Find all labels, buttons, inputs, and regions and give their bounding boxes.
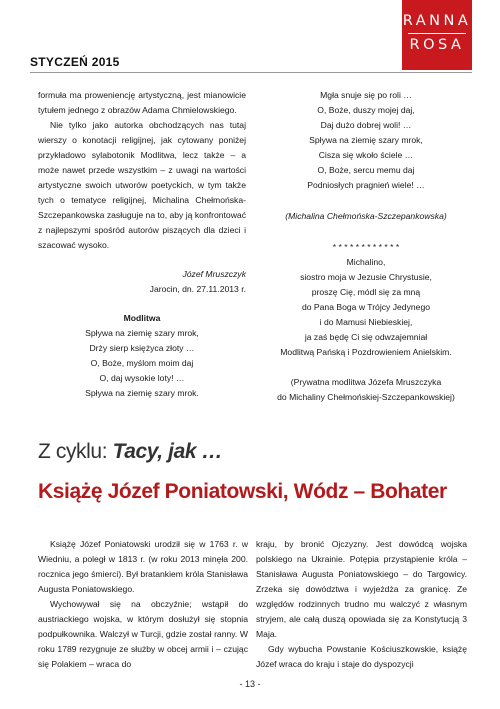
dedication-line: Modlitwą Pańską i Pozdrowieniem Anielskim. [280,347,452,357]
article-paragraph-2: Wychowywał się na obczyźnie; wstąpił do austriackiego wojska, w którym dosłużył się stopnia podpułkownika. Walczył w Turcji, gdzie został ranny. W roku 1789 rezygnuje ze służby w obcej armii i – czując się Polakiem – wraca do [38,599,248,669]
poem-stanza-1 [38,326,246,401]
dedication-note-line: do Michaliny Chełmońskiej-Szczepankowskiej) [277,392,455,402]
poem-line: Daj dużo dobrej woli! … [320,120,412,130]
intro-paragraph-2: Nie tylko jako autorka obchodzących nas tutaj wierszy o konotacji religijnej, jak cytowany poniżej przykładowo sylabotonik Modlitwa, lecz także – a może nawet przede wszystkim – z uwagi na wartości artystyczne swoich utworów poetyckich, w tym także tych o tematyce religijnej, Michalina Chełmońska-Szczepankowska zasługuje na to, aby ją konfrontować z najlepszymi spośród autorów piszących dla dzieci i szacować wysoko. [38,120,246,250]
poem-line: Mgła snuje się po roli … [320,90,412,100]
cycle-name: Tacy, jak … [112,440,223,463]
issue-date: STYCZEŃ 2015 [30,55,120,69]
article-paragraph-1: Książę Józef Poniatowski urodził się w 1763 r. w Wiedniu, a poległ w 1813 r. (w roku 2013 minęła 200. rocznica jego śmierci). Był bratankiem króla Stanisława Augusta Poniatowskiego. [38,539,248,594]
dedication-line: ja zaś będę Ci się odwzajemniał [304,332,428,342]
article-right-column [256,537,467,672]
poem-line: Drży sierp księżyca złoty … [89,343,195,353]
page-number: - 13 - [239,679,261,689]
dedication-line: i do Mamusi Niebieskiej, [319,317,413,327]
article-paragraph-4: Gdy wybucha Powstanie Kościuszkowskie, książę Józef wraca do kraju i staje do dyspozycji [256,644,467,669]
logo-word-ranna: RANNA [402,13,472,29]
cycle-prefix: Z cyklu: [38,440,113,463]
section-separator: * * * * * * * * * * * * [332,242,400,252]
author-signature: Józef Mruszczyk [182,269,246,279]
poem-line: O, Boże, myślom moim daj [90,358,194,368]
poem-line: O, Boże, sercu memu daj [317,165,415,175]
right-column [268,88,464,405]
dedication-text [268,255,464,360]
dedication-line: Michalino, [346,257,386,267]
dedication-note [268,375,464,405]
poem-line: Podniosłych pragnień wiele! … [307,180,425,190]
poem-line: O, daj wysokie loty! … [99,373,185,383]
dedication-line: do Pana Boga w Trójcy Jedynego [301,302,431,312]
poem-line: Spływa na ziemię szary mrok, [85,328,199,338]
poem-signature: (Michalina Chełmońska-Szczepankowska) [285,211,447,221]
dedication-line: proszę Cię, módl się za mną [311,287,421,297]
poem-line: Spływa na ziemię szary mrok, [309,135,423,145]
place-date: Jarocin, dn. 27.11.2013 r. [149,284,246,294]
article-title: Książę Józef Poniatowski, Wódz – Bohater [38,480,447,503]
intro-paragraph-1: formuła ma proweniencję artystyczną, jest mianowicie tytułem jednego z obrazów Adama Chmielowskiego. [38,90,246,115]
article-paragraph-3: kraju, by bronić Ojczyzny. Jest dowódcą wojska polskiego na Ukrainie. Potępia przystąpienie króla – Stanisława Augusta Poniatowskiego – do Targowicy. Zrzeka się dowództwa i wyjeżdża za granicę. Ze względów rodzinnych trudno mu walczyć z własnym stryjem, ale całą duszą opowiada się za Konstytucją 3 Maja. [256,539,467,639]
dedication-note-line: (Prywatna modlitwa Józefa Mruszczyka [290,377,442,387]
poem-stanza-2 [268,88,464,193]
magazine-logo [402,0,472,70]
dedication-line: siostro moja w Jezusie Chrystusie, [300,272,432,282]
poem-line: O, Boże, duszy mojej daj, [317,105,415,115]
logo-word-rosa: ROSA [409,37,465,53]
header-divider [30,72,472,73]
cycle-heading [38,440,222,464]
poem-title: Modlitwa [123,313,161,323]
logo-divider [408,33,466,34]
left-column [38,88,246,401]
article-left-column [38,537,248,672]
poem-line: Cisza się wkoło ściele … [318,150,414,160]
poem-line: Spływa na ziemię szary mrok. [85,388,199,398]
